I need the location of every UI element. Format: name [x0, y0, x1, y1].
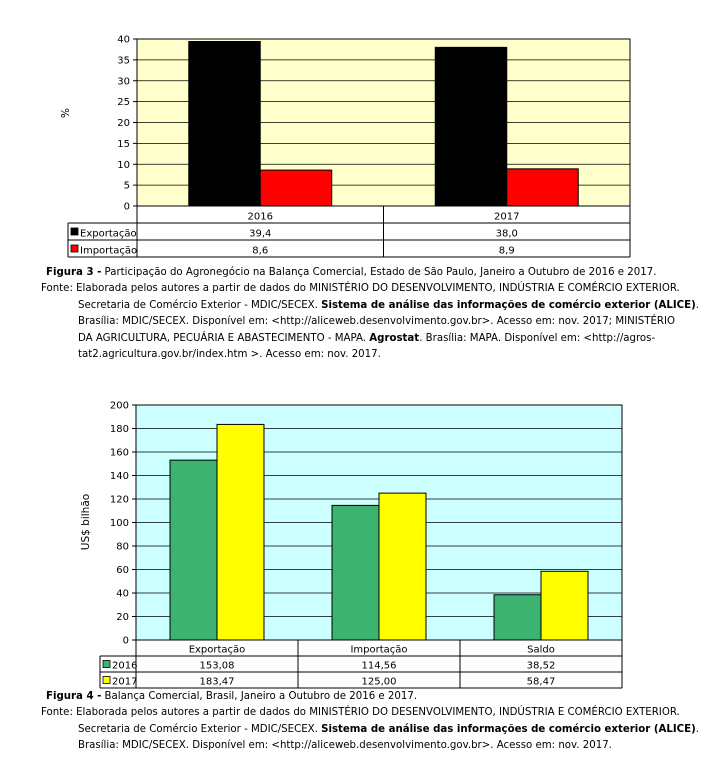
fig3-y-tick-label: 5	[123, 180, 130, 192]
fig3-data-label: 38,0	[495, 228, 518, 240]
figure-3-source-line	[78, 298, 699, 315]
figure-4-title: Balança Comercial, Brasil, Janeiro a Outubro de 2016 e 2017.	[101, 691, 418, 702]
figure-3-source-text: Secretaria de Comércio Exterior - MDIC/SECEX.	[78, 299, 322, 311]
fig4-data-label: 38,52	[526, 660, 556, 672]
figure-4-source-text: Fonte: Elaborada pelos autores a partir de dados do MINISTÉRIO DO DESENVOLVIMENTO, INDÚSTRIA E COMÉRCIO EXTERIOR.	[41, 707, 680, 718]
fig4-category-label: Importação	[350, 644, 408, 656]
figure-4-chart	[0, 390, 704, 690]
fig3-y-axis-label: %	[60, 108, 72, 118]
fig3-y-tick-label: 20	[117, 118, 130, 129]
fig4-legend-swatch	[103, 661, 110, 668]
figure-4-label: Figura 4 -	[46, 691, 102, 702]
figure-3-source-text: tat2.agricultura.gov.br/index.htm >. Acesso em: nov. 2017.	[78, 349, 381, 360]
fig3-y-tick-label: 40	[117, 34, 130, 46]
fig3-bar	[260, 170, 331, 206]
fig3-legend-label: Exportação	[80, 228, 137, 240]
figure-4-source-line	[78, 722, 699, 739]
figure-4-source-text: .	[695, 723, 700, 735]
figure-3-title: Participação do Agronegócio na Balança Comercial, Estado de São Paulo, Janeiro a Outubro de 2016 e 2017.	[101, 267, 657, 278]
figure-4-source-line	[41, 705, 680, 722]
fig3-y-tick-label: 25	[117, 97, 130, 109]
fig4-category-label: Exportação	[188, 644, 246, 656]
figure-4-source-text: Secretaria de Comércio Exterior - MDIC/SECEX.	[78, 723, 322, 735]
fig3-data-label: 8,9	[498, 245, 515, 257]
fig3-legend-swatch	[71, 245, 78, 252]
fig3-bar	[435, 47, 506, 206]
fig4-y-tick-label: 100	[109, 518, 129, 529]
fig3-y-tick-label: 35	[117, 55, 130, 67]
figure-4-caption	[46, 689, 417, 706]
figure-4-source-text: Brasília: MDIC/SECEX. Disponível em: <http://aliceweb.desenvolvimento.gov.br>. Acesso em: nov. 2017.	[78, 740, 612, 751]
fig4-y-axis-label: US$ bilhão	[80, 493, 92, 551]
fig4-bar	[541, 571, 588, 640]
fig3-data-label: 8,6	[252, 245, 269, 257]
figure-3-source-title: Agrostat	[369, 332, 420, 344]
fig3-y-tick-label: 30	[117, 76, 130, 88]
fig3-y-tick-label: 0	[123, 201, 130, 213]
figure-3-source-line	[78, 331, 655, 348]
fig3-data-label: 39,4	[249, 228, 272, 240]
fig4-bar	[170, 460, 217, 640]
figure-3-source-line	[78, 314, 675, 331]
fig3-bar	[507, 169, 578, 206]
fig4-y-tick-label: 80	[116, 541, 129, 553]
fig4-y-tick-label: 160	[109, 447, 129, 459]
fig3-legend-label: Importação	[80, 245, 138, 257]
fig3-y-tick-label: 10	[117, 159, 130, 171]
figure-3-source-text: Fonte: Elaborada pelos autores a partir de dados do MINISTÉRIO DO DESENVOLVIMENTO, INDÚSTRIA E COMÉRCIO EXTERIOR.	[41, 283, 680, 294]
fig4-bar	[217, 424, 264, 640]
fig3-y-tick-label: 15	[117, 138, 130, 150]
figure-3-source-line	[41, 281, 680, 298]
fig4-legend-label: 2016	[112, 660, 138, 672]
figure-4-source-line	[78, 738, 612, 755]
fig3-bar	[189, 42, 260, 206]
fig4-legend-label: 2017	[112, 676, 138, 688]
fig4-bar	[332, 505, 379, 640]
fig4-data-label: 114,56	[361, 660, 397, 672]
fig4-legend-swatch	[103, 677, 110, 684]
fig4-y-tick-label: 180	[109, 424, 129, 435]
fig4-y-tick-label: 120	[109, 494, 129, 506]
figure-3-source-text: DA AGRICULTURA, PECUÁRIA E ABASTECIMENTO - MAPA.	[78, 332, 370, 344]
fig4-y-tick-label: 0	[122, 635, 129, 647]
figure-4-source-title: Sistema de análise das informações de comércio exterior (ALICE)	[321, 723, 696, 735]
figure-3-source-text: . Brasília: MAPA. Disponível em: <http://agros-	[419, 332, 656, 344]
fig4-bar	[379, 493, 426, 640]
fig4-data-label: 183,47	[199, 676, 235, 688]
fig4-y-tick-label: 200	[109, 400, 129, 412]
fig4-y-tick-label: 140	[109, 471, 129, 482]
figure-3-caption	[46, 265, 656, 282]
fig4-y-tick-label: 60	[116, 565, 129, 576]
fig4-data-label: 58,47	[526, 676, 556, 688]
figure-3-source-line	[78, 347, 381, 364]
fig4-bar	[494, 595, 541, 640]
fig4-data-label: 125,00	[361, 676, 397, 688]
fig3-legend-swatch	[71, 228, 78, 235]
fig4-y-tick-label: 20	[116, 612, 129, 623]
fig3-category-label: 2017	[494, 211, 520, 223]
fig4-category-label: Saldo	[527, 644, 555, 656]
figure-3-source-title: Sistema de análise das informações de comércio exterior (ALICE)	[321, 299, 696, 311]
figure-3-label: Figura 3 -	[46, 267, 102, 278]
figure-3-source-text: Brasília: MDIC/SECEX. Disponível em: <http://aliceweb.desenvolvimento.gov.br>. Acesso em: nov. 2017; MINISTÉRIO	[78, 316, 675, 327]
figure-3-chart	[0, 0, 704, 262]
fig3-category-label: 2016	[247, 211, 273, 223]
fig4-data-label: 153,08	[199, 660, 235, 672]
figure-3-source-text: .	[695, 299, 700, 311]
fig4-y-tick-label: 40	[116, 588, 129, 600]
